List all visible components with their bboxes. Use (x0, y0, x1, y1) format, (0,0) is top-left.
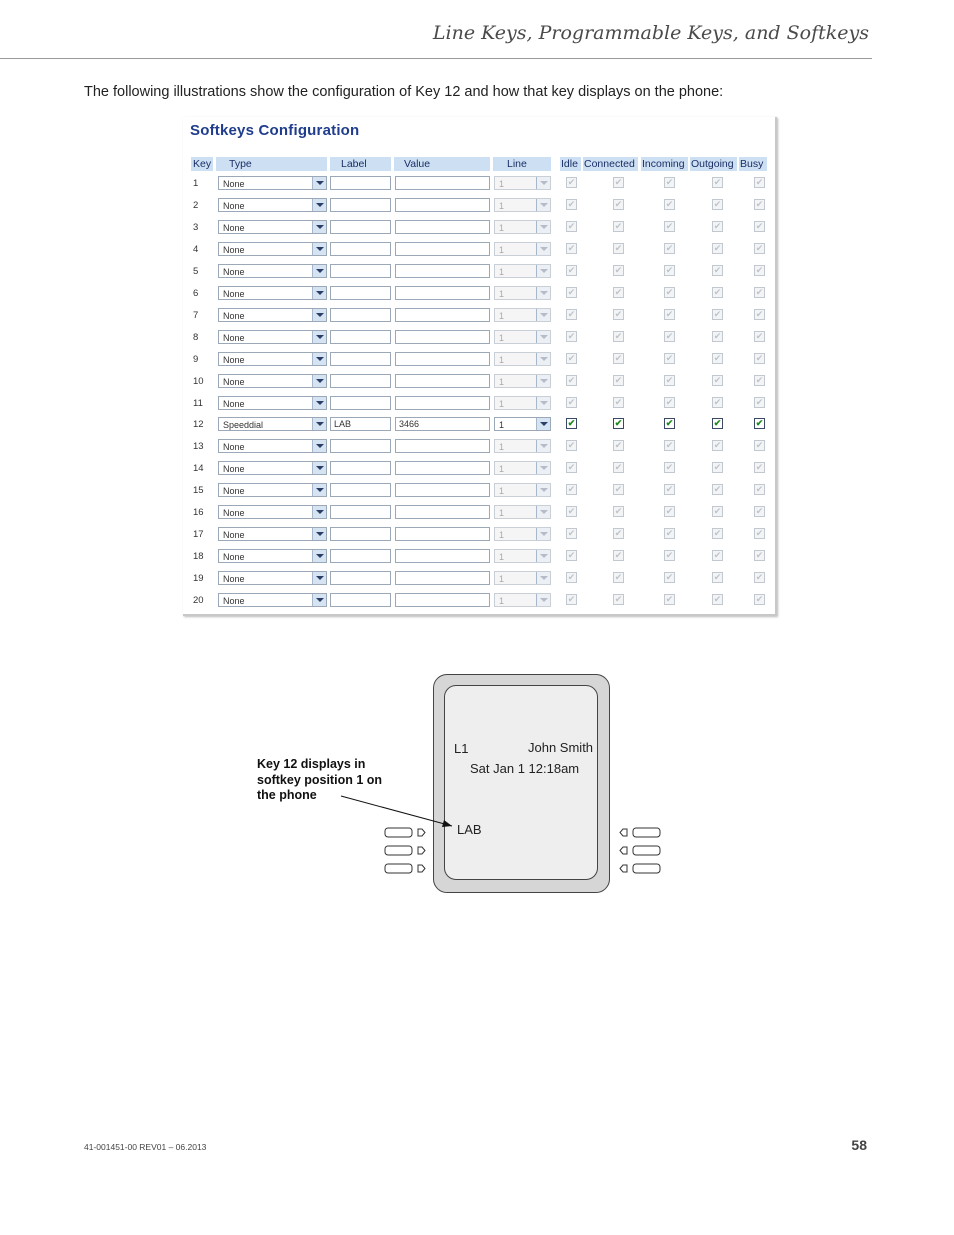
incoming-checkbox[interactable]: ✔ (665, 550, 674, 561)
outgoing-checkbox[interactable]: ✔ (713, 264, 722, 275)
busy-checkbox[interactable]: ✔ (755, 220, 764, 231)
connected-checkbox[interactable]: ✔ (614, 418, 623, 429)
connected-checkbox[interactable]: ✔ (614, 572, 623, 583)
softkey-right-2[interactable] (620, 846, 660, 855)
busy-checkbox[interactable]: ✔ (755, 528, 764, 539)
busy-checkbox[interactable]: ✔ (755, 198, 764, 209)
key-number: 7 (193, 309, 199, 321)
busy-checkbox[interactable]: ✔ (755, 177, 764, 187)
incoming-checkbox[interactable]: ✔ (665, 418, 674, 429)
idle-checkbox[interactable]: ✔ (567, 220, 576, 231)
connected-checkbox[interactable]: ✔ (614, 198, 623, 209)
key-number: 14 (193, 463, 204, 475)
outgoing-checkbox[interactable]: ✔ (713, 396, 722, 407)
idle-checkbox[interactable]: ✔ (567, 594, 576, 605)
softkey-right-1[interactable] (620, 828, 660, 837)
busy-checkbox[interactable]: ✔ (755, 396, 764, 407)
busy-checkbox[interactable]: ✔ (755, 550, 764, 561)
outgoing-checkbox[interactable]: ✔ (713, 440, 722, 451)
idle-checkbox[interactable]: ✔ (567, 506, 576, 517)
key-number: 4 (193, 243, 199, 255)
idle-checkbox[interactable]: ✔ (567, 484, 576, 495)
key-number: 15 (193, 485, 204, 497)
connected-checkbox[interactable]: ✔ (614, 594, 623, 605)
line-select[interactable]: 1 (494, 527, 551, 541)
outgoing-checkbox[interactable]: ✔ (713, 550, 722, 561)
key-number: 18 (193, 551, 204, 563)
line-select[interactable]: 1 (494, 483, 551, 497)
outgoing-checkbox[interactable]: ✔ (713, 506, 722, 517)
incoming-checkbox[interactable]: ✔ (665, 242, 674, 253)
connected-checkbox[interactable]: ✔ (614, 484, 623, 495)
idle-checkbox[interactable]: ✔ (567, 330, 576, 341)
incoming-checkbox[interactable]: ✔ (665, 198, 674, 209)
connected-checkbox[interactable]: ✔ (614, 330, 623, 341)
outgoing-checkbox[interactable]: ✔ (713, 308, 722, 319)
type-select[interactable]: None (218, 374, 327, 388)
incoming-checkbox[interactable]: ✔ (665, 264, 674, 275)
busy-checkbox[interactable]: ✔ (755, 352, 764, 363)
idle-checkbox[interactable]: ✔ (567, 418, 576, 429)
key-number: 13 (193, 441, 204, 453)
callout-text: Key 12 displays in softkey position 1 on the phone (257, 757, 383, 802)
type-select[interactable]: None (218, 286, 327, 300)
panel-title: Softkeys Configuration (190, 122, 360, 139)
softkey-left-3[interactable] (385, 864, 425, 873)
column-header-outgoing: Outgoing (690, 157, 737, 171)
idle-checkbox[interactable]: ✔ (567, 374, 576, 385)
type-select[interactable]: None (218, 527, 327, 541)
column-header-type: Type (216, 157, 327, 171)
phone-user-name: John Smith (528, 740, 594, 755)
idle-checkbox[interactable]: ✔ (567, 550, 576, 561)
softkey-right-3[interactable] (620, 864, 660, 873)
type-select[interactable]: None (218, 549, 327, 563)
line-select[interactable]: 1 (494, 330, 551, 344)
value-input[interactable]: 3466 (395, 417, 490, 431)
key-number: 1 (193, 178, 199, 189)
type-select[interactable]: None (218, 483, 327, 497)
type-select[interactable]: None (218, 396, 327, 410)
busy-checkbox[interactable]: ✔ (755, 506, 764, 517)
idle-checkbox[interactable]: ✔ (567, 528, 576, 539)
connected-checkbox[interactable]: ✔ (614, 506, 623, 517)
type-select[interactable]: None (218, 461, 327, 475)
column-header-key: Key (193, 158, 212, 170)
idle-checkbox[interactable]: ✔ (567, 352, 576, 363)
type-select[interactable]: None (218, 264, 327, 278)
outgoing-checkbox[interactable]: ✔ (713, 374, 722, 385)
intro-paragraph: The following illustrations show the configuration of Key 12 and how that key displays on the phone: (84, 84, 724, 100)
column-header-busy: Busy (739, 157, 767, 171)
line-select[interactable]: 1 (494, 176, 551, 190)
incoming-checkbox[interactable]: ✔ (665, 462, 674, 473)
key-number: 6 (193, 287, 199, 299)
outgoing-checkbox[interactable]: ✔ (713, 484, 722, 495)
outgoing-checkbox[interactable]: ✔ (713, 242, 722, 253)
line-select[interactable]: 1 (494, 549, 551, 563)
line-select[interactable]: 1 (494, 308, 551, 322)
busy-checkbox[interactable]: ✔ (755, 440, 764, 451)
idle-checkbox[interactable]: ✔ (567, 462, 576, 473)
column-header-idle: Idle (560, 157, 581, 171)
busy-checkbox[interactable]: ✔ (755, 462, 764, 473)
outgoing-checkbox[interactable]: ✔ (713, 528, 722, 539)
connected-checkbox[interactable]: ✔ (614, 396, 623, 407)
idle-checkbox[interactable]: ✔ (567, 264, 576, 275)
phone-datetime: Sat Jan 1 12:18am (470, 761, 580, 776)
incoming-checkbox[interactable]: ✔ (665, 330, 674, 341)
type-select[interactable]: None (218, 505, 327, 519)
idle-checkbox[interactable]: ✔ (567, 286, 576, 297)
line-select[interactable]: 1 (494, 439, 551, 453)
key-number: 2 (193, 199, 199, 211)
outgoing-checkbox[interactable]: ✔ (713, 594, 722, 605)
line-select[interactable]: 1 (494, 286, 551, 300)
key-number: 5 (193, 265, 199, 277)
outgoing-checkbox[interactable]: ✔ (713, 418, 722, 429)
incoming-checkbox[interactable]: ✔ (665, 286, 674, 297)
outgoing-checkbox[interactable]: ✔ (713, 352, 722, 363)
outgoing-checkbox[interactable]: ✔ (713, 462, 722, 473)
incoming-checkbox[interactable]: ✔ (665, 528, 674, 539)
line-select[interactable]: 1 (494, 593, 551, 607)
connected-checkbox[interactable]: ✔ (614, 550, 623, 561)
connected-checkbox[interactable]: ✔ (614, 177, 623, 187)
type-select[interactable]: None (218, 242, 327, 256)
idle-checkbox[interactable]: ✔ (567, 572, 576, 583)
key-number: 3 (193, 221, 199, 233)
label-input[interactable]: LAB (330, 417, 391, 431)
line-select[interactable]: 1 (494, 264, 551, 278)
outgoing-checkbox[interactable]: ✔ (713, 572, 722, 583)
incoming-checkbox[interactable]: ✔ (665, 220, 674, 231)
column-header-value: Value (394, 157, 490, 171)
footer-doc-id: 41-001451-00 REV01 – 06.2013 (84, 1142, 207, 1152)
key-number: 12 (193, 419, 204, 431)
line-select[interactable]: 1 (494, 417, 551, 431)
line-select[interactable]: 1 (494, 352, 551, 366)
key-number: 19 (193, 573, 204, 585)
connected-checkbox[interactable]: ✔ (614, 374, 623, 385)
line-select[interactable]: 1 (494, 505, 551, 519)
type-select[interactable]: None (218, 352, 327, 366)
key-number: 8 (193, 331, 199, 343)
column-header-incoming: Incoming (641, 157, 688, 171)
softkey-left-1[interactable] (385, 828, 425, 837)
connected-checkbox[interactable]: ✔ (614, 440, 623, 451)
connected-checkbox[interactable]: ✔ (614, 528, 623, 539)
type-select[interactable]: None (218, 571, 327, 585)
type-select[interactable]: None (218, 308, 327, 322)
line-select[interactable]: 1 (494, 198, 551, 212)
outgoing-checkbox[interactable]: ✔ (713, 177, 722, 187)
key-number: 17 (193, 529, 204, 541)
outgoing-checkbox[interactable]: ✔ (713, 286, 722, 297)
key-number: 16 (193, 507, 204, 519)
connected-checkbox[interactable]: ✔ (614, 242, 623, 253)
line-select[interactable]: 1 (494, 571, 551, 585)
outgoing-checkbox[interactable]: ✔ (713, 220, 722, 231)
connected-checkbox[interactable]: ✔ (614, 352, 623, 363)
phone-softkey-label: LAB (457, 822, 482, 837)
idle-checkbox[interactable]: ✔ (567, 308, 576, 319)
column-header-line: Line (493, 157, 551, 171)
line-select[interactable]: 1 (494, 374, 551, 388)
idle-checkbox[interactable]: ✔ (567, 396, 576, 407)
right-softkey-buttons (618, 826, 662, 876)
incoming-checkbox[interactable]: ✔ (665, 594, 674, 605)
line-select[interactable]: 1 (494, 396, 551, 410)
incoming-checkbox[interactable]: ✔ (665, 572, 674, 583)
connected-checkbox[interactable]: ✔ (614, 308, 623, 319)
key-number: 20 (193, 595, 204, 607)
line-select[interactable]: 1 (494, 461, 551, 475)
incoming-checkbox[interactable]: ✔ (665, 484, 674, 495)
softkey-left-2[interactable] (385, 846, 425, 855)
busy-checkbox[interactable]: ✔ (755, 330, 764, 341)
connected-checkbox[interactable]: ✔ (614, 264, 623, 275)
busy-checkbox[interactable]: ✔ (755, 286, 764, 297)
line-select[interactable]: 1 (494, 220, 551, 234)
outgoing-checkbox[interactable]: ✔ (713, 198, 722, 209)
phone-line-label: L1 (454, 741, 469, 756)
connected-checkbox[interactable]: ✔ (614, 462, 623, 473)
busy-checkbox[interactable]: ✔ (755, 484, 764, 495)
busy-checkbox[interactable]: ✔ (755, 572, 764, 583)
incoming-checkbox[interactable]: ✔ (665, 440, 674, 451)
type-select[interactable]: None (218, 593, 327, 607)
key-number: 10 (193, 375, 204, 387)
busy-checkbox[interactable]: ✔ (755, 594, 764, 605)
left-softkey-buttons (384, 826, 428, 876)
key-number: 9 (193, 353, 199, 365)
idle-checkbox[interactable]: ✔ (567, 440, 576, 451)
type-select[interactable]: None (218, 330, 327, 344)
type-select[interactable]: Speeddial (218, 417, 327, 431)
incoming-checkbox[interactable]: ✔ (665, 177, 674, 187)
connected-checkbox[interactable]: ✔ (614, 286, 623, 297)
page-header-title: Line Keys, Programmable Keys, and Softkeys (432, 22, 869, 44)
incoming-checkbox[interactable]: ✔ (665, 308, 674, 319)
incoming-checkbox[interactable]: ✔ (665, 352, 674, 363)
busy-checkbox[interactable]: ✔ (755, 374, 764, 385)
idle-checkbox[interactable]: ✔ (567, 242, 576, 253)
idle-checkbox[interactable]: ✔ (567, 198, 576, 209)
idle-checkbox[interactable]: ✔ (567, 177, 576, 187)
incoming-checkbox[interactable]: ✔ (665, 506, 674, 517)
type-select[interactable]: None (218, 220, 327, 234)
type-select[interactable]: None (218, 198, 327, 212)
type-select[interactable]: None (218, 176, 327, 190)
busy-checkbox[interactable]: ✔ (755, 418, 764, 429)
key-number: 11 (193, 397, 203, 409)
incoming-checkbox[interactable]: ✔ (665, 396, 674, 407)
outgoing-checkbox[interactable]: ✔ (713, 330, 722, 341)
busy-checkbox[interactable]: ✔ (755, 242, 764, 253)
busy-checkbox[interactable]: ✔ (755, 264, 764, 275)
incoming-checkbox[interactable]: ✔ (665, 374, 674, 385)
connected-checkbox[interactable]: ✔ (614, 220, 623, 231)
column-header-label: Label (330, 157, 391, 171)
footer-page-number: 58 (851, 1137, 867, 1153)
busy-checkbox[interactable]: ✔ (755, 308, 764, 319)
line-select[interactable]: 1 (494, 242, 551, 256)
column-header-connected: Connected (583, 157, 638, 171)
type-select[interactable]: None (218, 439, 327, 453)
